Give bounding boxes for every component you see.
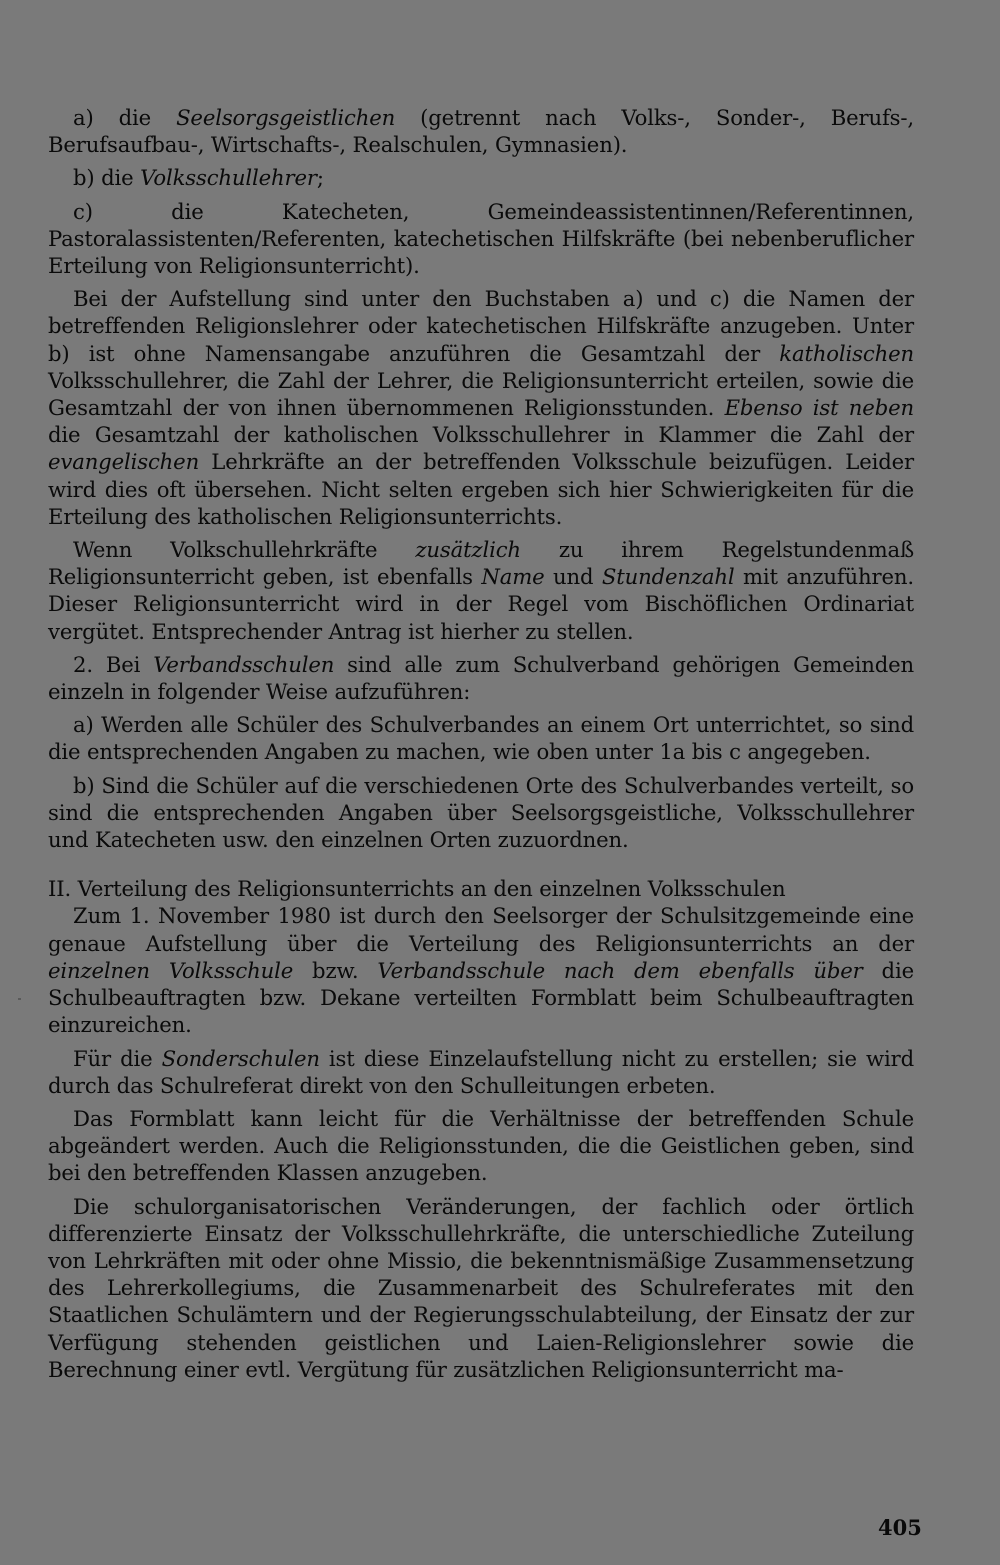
emphasized-text: zusätzlich <box>415 537 521 563</box>
paragraph <box>48 772 914 854</box>
text-run: die Gesamtzahl der katholischen Volksschullehrer in Klammer die Zahl der <box>48 422 914 448</box>
paragraph <box>48 651 914 705</box>
document-page <box>48 104 914 1389</box>
emphasized-text: Verbandsschule nach dem ebenfalls über <box>377 957 863 983</box>
text-run: II. Verteilung des Religionsunterrichts an den einzelnen Volksschulen <box>48 876 786 902</box>
text-run: c) die Katecheten, Gemeindeassistentinnen/Referentinnen, Pastoralassistenten/Referenten, katechetischen Hilfskräfte (bei nebenberuflicher Erteilung von Religionsunterricht). <box>48 198 914 279</box>
text-run: und <box>544 564 602 590</box>
text-run: sind alle zum Schulverband gehörigen Gemeinden einzeln in folgender Weise aufzuführen: <box>48 651 914 705</box>
paragraph <box>48 1193 914 1383</box>
text-run: a) die <box>73 105 177 130</box>
emphasized-text: Ebenso ist neben <box>724 395 914 421</box>
emphasized-text: Verbandsschulen <box>153 651 335 677</box>
text-run: a) Werden alle Schüler des Schulverbandes an einem Ort unterrichtet, so sind die entsprechenden Angaben zu machen, wie oben unter 1a bis c angegeben. <box>48 712 914 765</box>
text-run: 2. Bei <box>73 651 154 677</box>
paragraph <box>48 711 914 765</box>
emphasized-text: Name <box>481 564 545 590</box>
section-heading <box>48 875 914 902</box>
scan-speck <box>18 998 21 1000</box>
text-run: zu ihrem Regelstundenmaß Religionsunterricht geben, ist ebenfalls <box>48 537 914 590</box>
page-number: 405 <box>878 1515 922 1540</box>
paragraph <box>48 536 914 645</box>
emphasized-text: katholischen <box>779 340 914 366</box>
paragraph <box>48 104 914 158</box>
text-run: Für die <box>73 1045 162 1071</box>
text-run: ist diese Einzelaufstellung nicht zu erstellen; sie wird durch das Schulreferat direkt von den Schulleitungen erbeten. <box>48 1045 914 1098</box>
paragraph <box>48 164 914 191</box>
emphasized-text: Seelsorgsgeistlichen <box>176 105 396 130</box>
emphasized-text: Volksschullehrer <box>140 165 317 191</box>
text-run: Lehrkräfte an der betreffenden Volksschule beizufügen. Leider wird dies oft übersehen. Nicht selten ergeben sich hier Schwierigkeiten für die Erteilung des katholischen Religionsunterrichts. <box>48 449 914 529</box>
emphasized-text: Stundenzahl <box>601 564 735 590</box>
paragraph <box>48 1105 914 1187</box>
text-run: Die schulorganisatorischen Veränderungen, der fachlich oder örtlich differenzierte Einsatz der Volksschullehrkräfte, die unterschiedliche Zuteilung von Lehrkräften mit oder ohne Missio, die bekenntnismäßige Zusammensetzung des Lehrerkollegiums, die Zusammenarbeit des Schulreferates mit den Staatlichen Schulämtern und der Regierungsschulabteilung, der Einsatz der zur Verfügung stehenden geistlichen und Laien-Religionslehrer sowie die Berechnung einer evtl. Vergütung für zusätzlichen Religionsunterricht ma- <box>48 1193 914 1382</box>
emphasized-text: einzelnen Volksschule <box>48 957 294 983</box>
text-run: Bei der Aufstellung sind unter den Buchstaben a) und c) die Namen der betreffenden Religionslehrer oder katechetischen Hilfskräfte anzugeben. Unter b) ist ohne Namensangabe anzuführen die Gesamtzahl der <box>48 286 914 366</box>
paragraph <box>48 285 914 530</box>
text-run: (getrennt nach Volks-, Sonder-, Berufs-, Berufsaufbau-, Wirtschafts-, Realschulen, Gymnasien). <box>48 105 914 158</box>
emphasized-text: Sonderschulen <box>161 1045 320 1071</box>
text-run: ; <box>316 165 324 191</box>
text-run: b) Sind die Schüler auf die verschiedenen Orte des Schulverbandes verteilt, so sind die entsprechenden Angaben über Seelsorgsgeistliche, Volksschullehrer und Katecheten usw. den einzelnen Orten zuzuordnen. <box>48 772 914 853</box>
paragraph <box>48 1045 914 1099</box>
emphasized-text: evangelischen <box>48 449 200 475</box>
text-run: bzw. <box>293 957 378 983</box>
text-run: Zum 1. November 1980 ist durch den Seelsorger der Schulsitzgemeinde eine genaue Aufstellung über die Verteilung des Religionsunterrichts an der <box>48 903 914 956</box>
text-run: Volksschullehrer, die Zahl der Lehrer, die Religionsunterricht erteilen, sowie die Gesamtzahl der von ihnen übernommenen Religionsstunden. <box>48 367 914 421</box>
text-run: Das Formblatt kann leicht für die Verhältnisse der betreffenden Schule abgeändert werden. Auch die Religionsstunden, die die Geistlichen geben, sind bei den betreffenden Klassen anzugeben. <box>48 1105 914 1186</box>
text-run: die Schulbeauftragten bzw. Dekane verteilten Formblatt beim Schulbeauftragten einzureichen. <box>48 957 914 1038</box>
paragraph <box>48 902 914 1038</box>
text-run: Wenn Volkschullehrkräfte <box>73 537 416 563</box>
text-run: b) die <box>73 165 141 191</box>
document-body <box>48 104 914 1383</box>
text-run: mit anzuführen. Dieser Religionsunterricht wird in der Regel vom Bischöflichen Ordinariat vergütet. Entsprechender Antrag ist hierher zu stellen. <box>48 564 914 644</box>
paragraph <box>48 198 914 280</box>
